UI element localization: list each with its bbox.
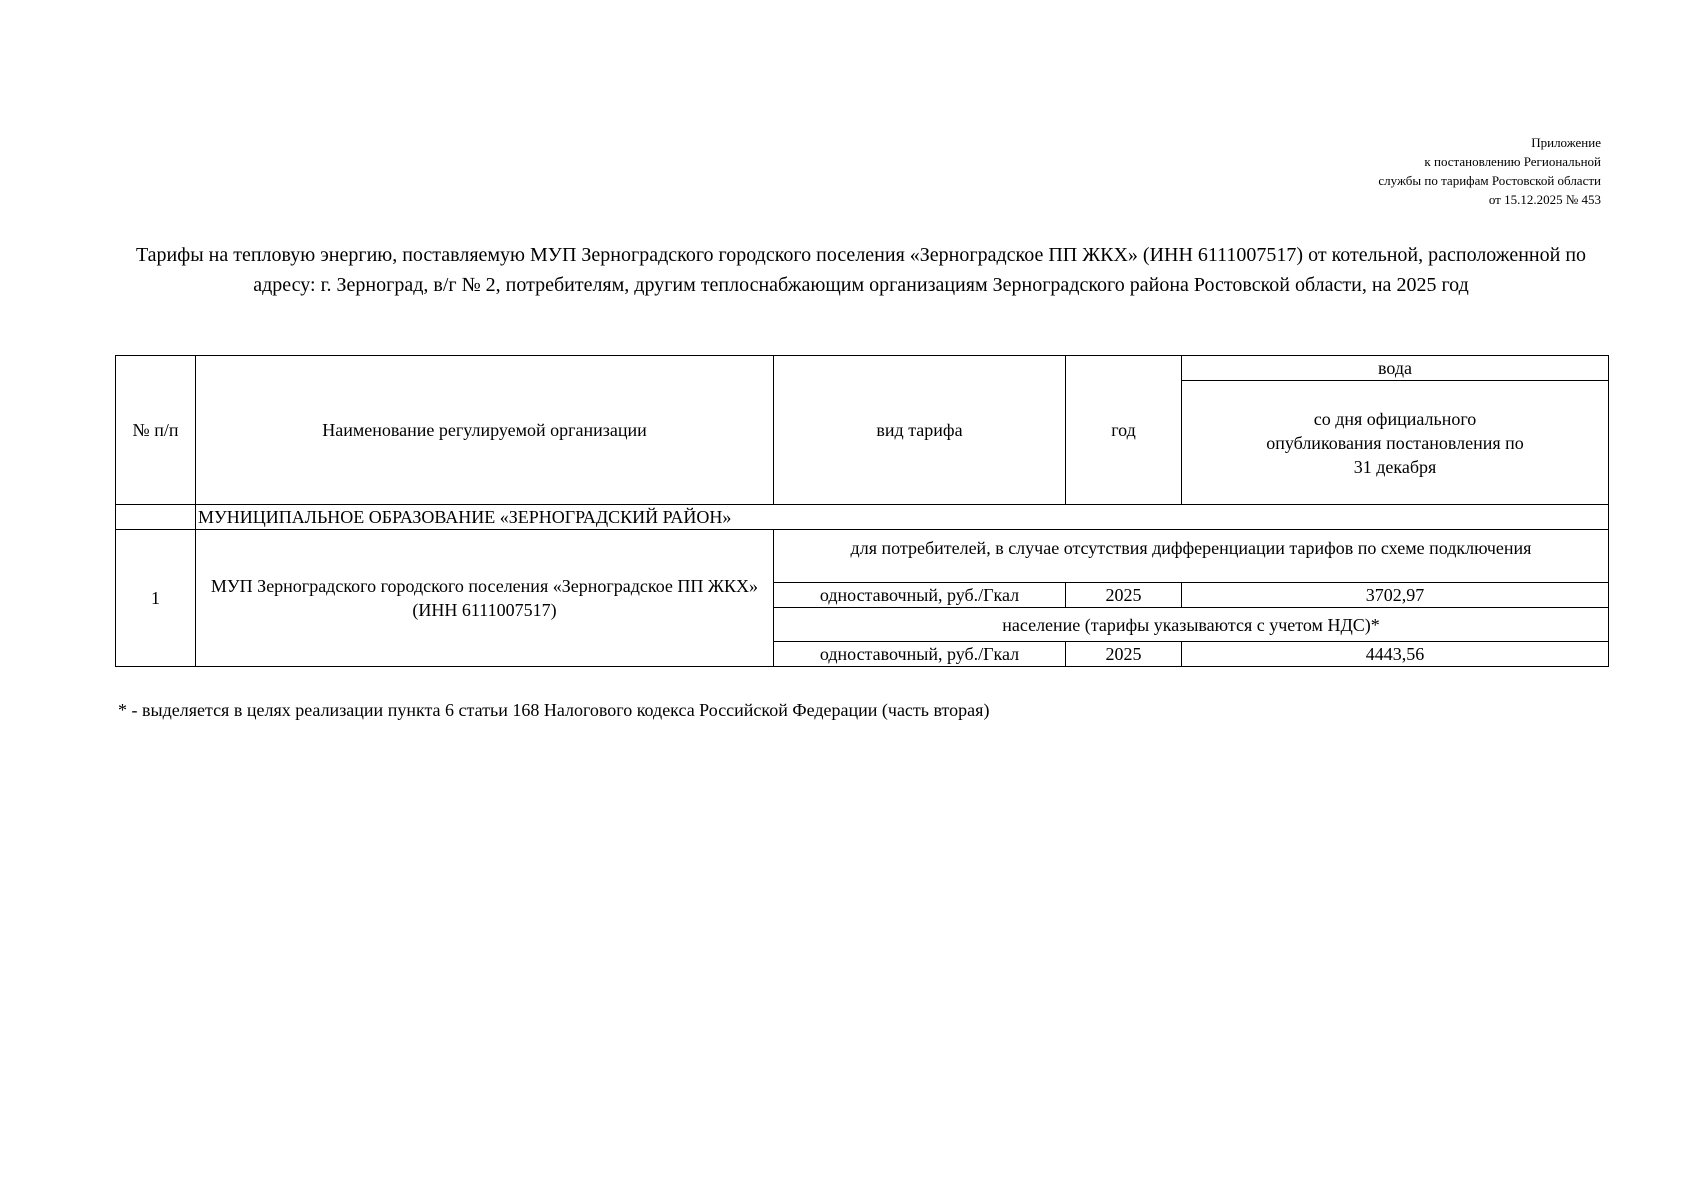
appendix-line-3: службы по тарифам Ростовской области	[1378, 173, 1601, 188]
tariff-type-1: одноставочный, руб./Гкал	[774, 583, 1066, 608]
document-title: Тарифы на тепловую энергию, поставляемую МУП Зерноградского городского поселения «Зерноградское ПП ЖКХ» (ИНН 6111007517) от котельной, расположенной по адресу: г. Зерноград, в/г № 2, потребителям, другим теплоснабжающим организациям Зерноградского района Ростовской области, на 2025 год	[135, 244, 1587, 296]
section-consumers: для потребителей, в случае отсутствия дифференциации тарифов по схеме подключения	[774, 530, 1609, 583]
tariff-value-2: 4443,56	[1182, 642, 1609, 667]
appendix-block	[1378, 133, 1601, 209]
table-row	[116, 530, 1609, 583]
tariff-table	[115, 355, 1609, 667]
header-org: Наименование регулируемой организации	[196, 356, 774, 505]
row-num: 1	[116, 530, 196, 667]
appendix-line-4: от 15.12.2025 № 453	[1488, 192, 1601, 207]
tariff-year-2: 2025	[1066, 642, 1182, 667]
header-period-text: со дня официального опубликования постановления по 31 декабря	[1266, 408, 1524, 477]
municipality-row	[116, 505, 1609, 530]
header-tariff-type: вид тарифа	[774, 356, 1066, 505]
header-group: вода	[1182, 356, 1609, 381]
tariff-year-1: 2025	[1066, 583, 1182, 608]
municipality-num-cell	[116, 505, 196, 530]
footnote: * - выделяется в целях реализации пункта 6 статьи 168 Налогового кодекса Российской Федерации (часть вторая)	[118, 700, 990, 720]
header-year: год	[1066, 356, 1182, 505]
tariff-value-1: 3702,97	[1182, 583, 1609, 608]
section-population: население (тарифы указываются с учетом НДС)*	[774, 608, 1609, 642]
appendix-line-1: Приложение	[1531, 135, 1601, 150]
row-org-name: МУП Зерноградского городского поселения «Зерноградское ПП ЖКХ» (ИНН 6111007517)	[196, 530, 774, 667]
header-num: № п/п	[116, 356, 196, 505]
tariff-type-2: одноставочный, руб./Гкал	[774, 642, 1066, 667]
appendix-line-2: к постановлению Региональной	[1424, 154, 1601, 169]
municipality-name: МУНИЦИПАЛЬНОЕ ОБРАЗОВАНИЕ «ЗЕРНОГРАДСКИЙ РАЙОН»	[196, 505, 1609, 530]
header-period	[1182, 381, 1609, 505]
header-row-1	[116, 356, 1609, 381]
